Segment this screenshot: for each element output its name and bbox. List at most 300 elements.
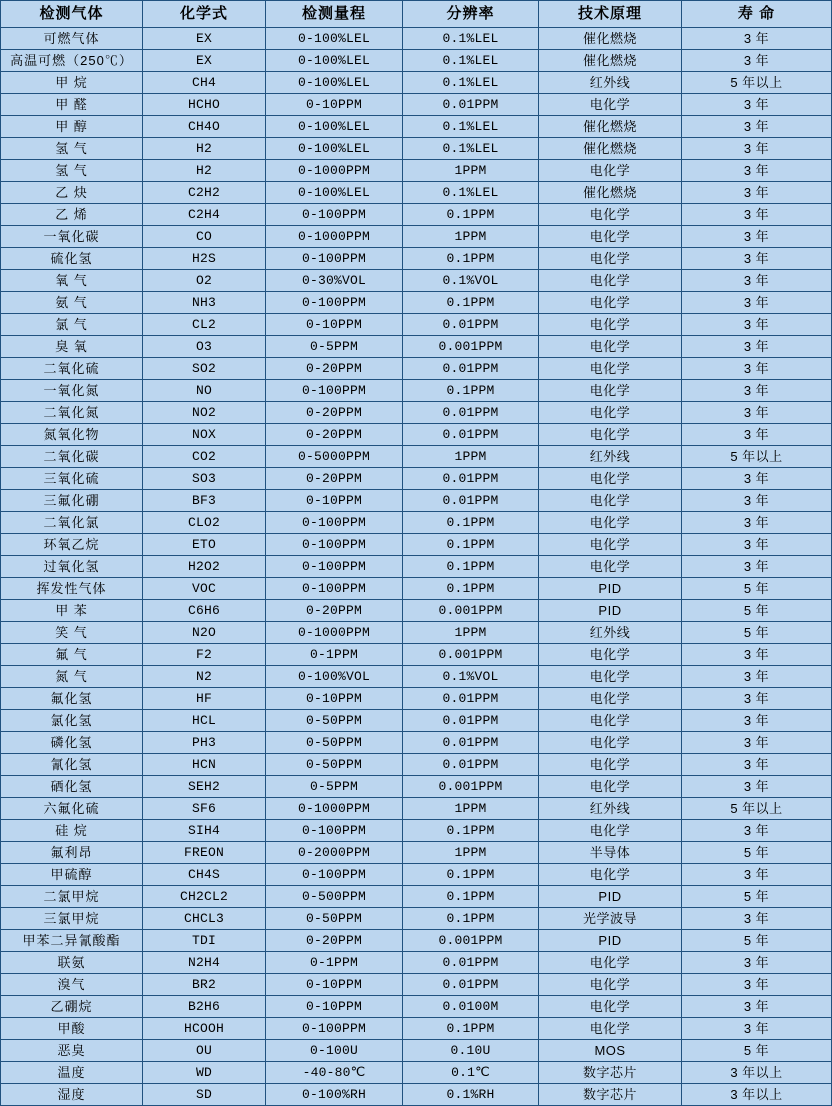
cell-formula: FREON xyxy=(143,842,266,864)
cell-range: 0-20PPM xyxy=(266,424,403,446)
cell-formula: B2H6 xyxy=(143,996,266,1018)
table-row xyxy=(1,512,832,534)
cell-technology: 电化学 xyxy=(539,820,682,842)
table-row xyxy=(1,644,832,666)
cell-formula: O2 xyxy=(143,270,266,292)
cell-lifetime: 5 年以上 xyxy=(682,798,832,820)
cell-lifetime: 3 年 xyxy=(682,402,832,424)
cell-lifetime: 3 年 xyxy=(682,292,832,314)
cell-technology: 电化学 xyxy=(539,292,682,314)
cell-gas: 二氧化碳 xyxy=(1,446,143,468)
cell-technology: 电化学 xyxy=(539,666,682,688)
cell-resolution: 0.1PPM xyxy=(403,908,539,930)
cell-formula: BR2 xyxy=(143,974,266,996)
cell-technology: 催化燃烧 xyxy=(539,182,682,204)
table-header-row xyxy=(1,1,832,28)
cell-range: 0-10PPM xyxy=(266,688,403,710)
cell-formula: CH4 xyxy=(143,72,266,94)
cell-lifetime: 3 年 xyxy=(682,160,832,182)
cell-gas: 二氧化氮 xyxy=(1,402,143,424)
table-row xyxy=(1,292,832,314)
cell-range: 0-1PPM xyxy=(266,952,403,974)
cell-lifetime: 3 年 xyxy=(682,996,832,1018)
cell-gas: 环氧乙烷 xyxy=(1,534,143,556)
cell-range: 0-20PPM xyxy=(266,930,403,952)
cell-lifetime: 3 年 xyxy=(682,270,832,292)
cell-technology: 电化学 xyxy=(539,710,682,732)
table-row xyxy=(1,600,832,622)
cell-lifetime: 5 年 xyxy=(682,886,832,908)
cell-technology: 电化学 xyxy=(539,380,682,402)
cell-range: 0-500PPM xyxy=(266,886,403,908)
cell-formula: C6H6 xyxy=(143,600,266,622)
table-row xyxy=(1,908,832,930)
cell-formula: NO2 xyxy=(143,402,266,424)
cell-formula: CLO2 xyxy=(143,512,266,534)
cell-gas: 笑 气 xyxy=(1,622,143,644)
cell-lifetime: 3 年 xyxy=(682,50,832,72)
cell-range: 0-10PPM xyxy=(266,974,403,996)
cell-lifetime: 3 年 xyxy=(682,138,832,160)
cell-gas: 甲 醛 xyxy=(1,94,143,116)
cell-lifetime: 3 年 xyxy=(682,820,832,842)
cell-lifetime: 3 年 xyxy=(682,754,832,776)
cell-resolution: 0.1%LEL xyxy=(403,28,539,50)
table-row xyxy=(1,270,832,292)
table-row xyxy=(1,50,832,72)
cell-resolution: 1PPM xyxy=(403,446,539,468)
table-row xyxy=(1,380,832,402)
cell-gas: 过氧化氢 xyxy=(1,556,143,578)
cell-gas: 甲 苯 xyxy=(1,600,143,622)
cell-gas: 磷化氢 xyxy=(1,732,143,754)
cell-gas: 氰化氢 xyxy=(1,754,143,776)
column-header-lifetime: 寿 命 xyxy=(682,1,832,28)
cell-formula: SO2 xyxy=(143,358,266,380)
cell-technology: 电化学 xyxy=(539,490,682,512)
table-row xyxy=(1,930,832,952)
cell-lifetime: 3 年 xyxy=(682,424,832,446)
cell-technology: 电化学 xyxy=(539,248,682,270)
cell-resolution: 1PPM xyxy=(403,226,539,248)
cell-range: 0-30%VOL xyxy=(266,270,403,292)
cell-range: 0-100%LEL xyxy=(266,138,403,160)
cell-resolution: 1PPM xyxy=(403,798,539,820)
cell-lifetime: 5 年 xyxy=(682,930,832,952)
cell-gas: 甲酸 xyxy=(1,1018,143,1040)
cell-technology: PID xyxy=(539,886,682,908)
cell-lifetime: 3 年 xyxy=(682,710,832,732)
cell-range: 0-100U xyxy=(266,1040,403,1062)
table-row xyxy=(1,1018,832,1040)
cell-range: 0-100PPM xyxy=(266,864,403,886)
cell-lifetime: 5 年 xyxy=(682,622,832,644)
cell-formula: CHCL3 xyxy=(143,908,266,930)
cell-formula: CO2 xyxy=(143,446,266,468)
cell-range: 0-100PPM xyxy=(266,578,403,600)
cell-gas: 氮氧化物 xyxy=(1,424,143,446)
cell-resolution: 0.01PPM xyxy=(403,424,539,446)
cell-range: 0-100%LEL xyxy=(266,182,403,204)
cell-range: 0-1000PPM xyxy=(266,160,403,182)
cell-technology: PID xyxy=(539,930,682,952)
cell-lifetime: 5 年以上 xyxy=(682,72,832,94)
cell-technology: 电化学 xyxy=(539,270,682,292)
cell-gas: 氟利昂 xyxy=(1,842,143,864)
cell-technology: 光学波导 xyxy=(539,908,682,930)
cell-lifetime: 5 年 xyxy=(682,578,832,600)
table-row xyxy=(1,94,832,116)
cell-gas: 二氧化硫 xyxy=(1,358,143,380)
cell-formula: C2H2 xyxy=(143,182,266,204)
table-row xyxy=(1,622,832,644)
cell-gas: 氮 气 xyxy=(1,666,143,688)
cell-lifetime: 3 年 xyxy=(682,908,832,930)
table-row xyxy=(1,556,832,578)
cell-lifetime: 3 年 xyxy=(682,666,832,688)
table-row xyxy=(1,710,832,732)
cell-lifetime: 5 年 xyxy=(682,600,832,622)
cell-technology: 电化学 xyxy=(539,754,682,776)
cell-lifetime: 3 年 xyxy=(682,182,832,204)
table-row xyxy=(1,314,832,336)
cell-gas: 高温可燃（250℃） xyxy=(1,50,143,72)
cell-resolution: 0.001PPM xyxy=(403,336,539,358)
table-row xyxy=(1,204,832,226)
cell-technology: 电化学 xyxy=(539,688,682,710)
cell-resolution: 1PPM xyxy=(403,842,539,864)
cell-range: 0-50PPM xyxy=(266,754,403,776)
cell-range: 0-20PPM xyxy=(266,600,403,622)
cell-lifetime: 3 年 xyxy=(682,974,832,996)
cell-lifetime: 3 年 xyxy=(682,534,832,556)
column-header-resolution: 分辨率 xyxy=(403,1,539,28)
cell-gas: 乙 烯 xyxy=(1,204,143,226)
cell-range: 0-10PPM xyxy=(266,996,403,1018)
cell-technology: 电化学 xyxy=(539,732,682,754)
column-header-range: 检测量程 xyxy=(266,1,403,28)
cell-technology: 催化燃烧 xyxy=(539,28,682,50)
cell-gas: 乙硼烷 xyxy=(1,996,143,1018)
cell-resolution: 0.0100M xyxy=(403,996,539,1018)
cell-lifetime: 3 年 xyxy=(682,314,832,336)
cell-resolution: 1PPM xyxy=(403,160,539,182)
cell-resolution: 0.01PPM xyxy=(403,754,539,776)
cell-range: 0-2000PPM xyxy=(266,842,403,864)
cell-resolution: 0.01PPM xyxy=(403,732,539,754)
cell-range: 0-20PPM xyxy=(266,358,403,380)
cell-resolution: 0.1PPM xyxy=(403,512,539,534)
cell-gas: 三氟化硼 xyxy=(1,490,143,512)
cell-formula: N2 xyxy=(143,666,266,688)
table-row xyxy=(1,182,832,204)
cell-formula: CH4S xyxy=(143,864,266,886)
cell-technology: 电化学 xyxy=(539,226,682,248)
cell-formula: SD xyxy=(143,1084,266,1106)
cell-gas: 溴气 xyxy=(1,974,143,996)
cell-formula: SO3 xyxy=(143,468,266,490)
cell-range: 0-100%LEL xyxy=(266,116,403,138)
cell-formula: EX xyxy=(143,28,266,50)
cell-range: 0-5000PPM xyxy=(266,446,403,468)
cell-resolution: 0.1PPM xyxy=(403,820,539,842)
cell-resolution: 0.01PPM xyxy=(403,402,539,424)
cell-technology: 电化学 xyxy=(539,974,682,996)
cell-range: 0-5PPM xyxy=(266,336,403,358)
table-row xyxy=(1,952,832,974)
table-row xyxy=(1,72,832,94)
cell-range: 0-1000PPM xyxy=(266,622,403,644)
cell-range: 0-100PPM xyxy=(266,820,403,842)
cell-technology: 电化学 xyxy=(539,314,682,336)
cell-formula: CH2CL2 xyxy=(143,886,266,908)
cell-gas: 恶臭 xyxy=(1,1040,143,1062)
cell-gas: 氯 气 xyxy=(1,314,143,336)
column-header-gas: 检测气体 xyxy=(1,1,143,28)
table-row xyxy=(1,1084,832,1106)
cell-formula: HCL xyxy=(143,710,266,732)
cell-gas: 三氯甲烷 xyxy=(1,908,143,930)
cell-technology: 电化学 xyxy=(539,160,682,182)
cell-technology: 电化学 xyxy=(539,512,682,534)
cell-gas: 氯化氢 xyxy=(1,710,143,732)
table-row xyxy=(1,248,832,270)
cell-gas: 氟 气 xyxy=(1,644,143,666)
cell-lifetime: 3 年 xyxy=(682,512,832,534)
cell-technology: 红外线 xyxy=(539,72,682,94)
cell-gas: 氨 气 xyxy=(1,292,143,314)
cell-technology: 电化学 xyxy=(539,204,682,226)
cell-formula: N2H4 xyxy=(143,952,266,974)
table-row xyxy=(1,534,832,556)
cell-resolution: 0.01PPM xyxy=(403,94,539,116)
cell-technology: 电化学 xyxy=(539,1018,682,1040)
cell-range: 0-100PPM xyxy=(266,556,403,578)
cell-gas: 硫化氢 xyxy=(1,248,143,270)
table-row xyxy=(1,776,832,798)
cell-formula: H2S xyxy=(143,248,266,270)
cell-lifetime: 3 年 xyxy=(682,226,832,248)
cell-formula: WD xyxy=(143,1062,266,1084)
cell-range: 0-100PPM xyxy=(266,1018,403,1040)
table-row xyxy=(1,798,832,820)
cell-formula: H2O2 xyxy=(143,556,266,578)
cell-range: 0-10PPM xyxy=(266,314,403,336)
cell-formula: ETO xyxy=(143,534,266,556)
cell-resolution: 0.01PPM xyxy=(403,490,539,512)
cell-range: 0-10PPM xyxy=(266,94,403,116)
table-header xyxy=(1,1,832,28)
table-row xyxy=(1,424,832,446)
cell-technology: 电化学 xyxy=(539,534,682,556)
cell-resolution: 0.1PPM xyxy=(403,380,539,402)
table-row xyxy=(1,402,832,424)
table-row xyxy=(1,886,832,908)
table-row xyxy=(1,732,832,754)
cell-gas: 乙 炔 xyxy=(1,182,143,204)
cell-gas: 硒化氢 xyxy=(1,776,143,798)
table-row xyxy=(1,864,832,886)
table-row xyxy=(1,226,832,248)
cell-resolution: 0.01PPM xyxy=(403,358,539,380)
cell-formula: CO xyxy=(143,226,266,248)
cell-lifetime: 3 年 xyxy=(682,204,832,226)
cell-gas: 一氧化氮 xyxy=(1,380,143,402)
cell-technology: PID xyxy=(539,600,682,622)
cell-technology: 半导体 xyxy=(539,842,682,864)
cell-resolution: 0.1PPM xyxy=(403,886,539,908)
cell-technology: 电化学 xyxy=(539,468,682,490)
cell-formula: C2H4 xyxy=(143,204,266,226)
table-row xyxy=(1,1040,832,1062)
cell-resolution: 0.1%LEL xyxy=(403,50,539,72)
cell-resolution: 0.001PPM xyxy=(403,600,539,622)
cell-formula: VOC xyxy=(143,578,266,600)
cell-resolution: 0.1%LEL xyxy=(403,138,539,160)
table-row xyxy=(1,974,832,996)
cell-lifetime: 3 年 xyxy=(682,28,832,50)
cell-technology: 红外线 xyxy=(539,446,682,468)
cell-range: 0-100PPM xyxy=(266,292,403,314)
cell-lifetime: 3 年 xyxy=(682,1018,832,1040)
cell-formula: NO xyxy=(143,380,266,402)
cell-resolution: 0.01PPM xyxy=(403,688,539,710)
cell-lifetime: 3 年 xyxy=(682,952,832,974)
cell-resolution: 0.1℃ xyxy=(403,1062,539,1084)
cell-lifetime: 3 年 xyxy=(682,248,832,270)
cell-range: 0-100PPM xyxy=(266,534,403,556)
table-row xyxy=(1,490,832,512)
cell-technology: MOS xyxy=(539,1040,682,1062)
cell-technology: 红外线 xyxy=(539,622,682,644)
cell-resolution: 0.1%LEL xyxy=(403,182,539,204)
cell-formula: TDI xyxy=(143,930,266,952)
cell-range: 0-1PPM xyxy=(266,644,403,666)
cell-technology: 电化学 xyxy=(539,644,682,666)
cell-lifetime: 5 年以上 xyxy=(682,446,832,468)
cell-resolution: 0.1%RH xyxy=(403,1084,539,1106)
cell-gas: 六氟化硫 xyxy=(1,798,143,820)
cell-gas: 可燃气体 xyxy=(1,28,143,50)
cell-lifetime: 3 年 xyxy=(682,644,832,666)
cell-range: 0-20PPM xyxy=(266,402,403,424)
cell-technology: 电化学 xyxy=(539,864,682,886)
cell-gas: 联氨 xyxy=(1,952,143,974)
cell-formula: PH3 xyxy=(143,732,266,754)
cell-lifetime: 3 年 xyxy=(682,358,832,380)
cell-resolution: 0.10U xyxy=(403,1040,539,1062)
cell-range: 0-50PPM xyxy=(266,732,403,754)
cell-formula: CH4O xyxy=(143,116,266,138)
cell-gas: 氢 气 xyxy=(1,160,143,182)
cell-range: 0-100PPM xyxy=(266,380,403,402)
cell-resolution: 0.1PPM xyxy=(403,204,539,226)
cell-resolution: 0.1PPM xyxy=(403,248,539,270)
cell-gas: 挥发性气体 xyxy=(1,578,143,600)
cell-gas: 一氧化碳 xyxy=(1,226,143,248)
table-row xyxy=(1,160,832,182)
cell-resolution: 0.001PPM xyxy=(403,776,539,798)
cell-lifetime: 3 年 xyxy=(682,336,832,358)
cell-range: 0-100PPM xyxy=(266,204,403,226)
cell-resolution: 0.1PPM xyxy=(403,864,539,886)
cell-range: 0-20PPM xyxy=(266,468,403,490)
cell-gas: 硅 烷 xyxy=(1,820,143,842)
cell-gas: 甲 烷 xyxy=(1,72,143,94)
cell-gas: 甲 醇 xyxy=(1,116,143,138)
cell-technology: PID xyxy=(539,578,682,600)
cell-range: 0-10PPM xyxy=(266,490,403,512)
cell-formula: EX xyxy=(143,50,266,72)
cell-range: 0-50PPM xyxy=(266,710,403,732)
cell-range: 0-100%RH xyxy=(266,1084,403,1106)
cell-formula: BF3 xyxy=(143,490,266,512)
cell-range: 0-100%LEL xyxy=(266,72,403,94)
table-row xyxy=(1,116,832,138)
table-row xyxy=(1,996,832,1018)
cell-formula: SEH2 xyxy=(143,776,266,798)
cell-lifetime: 3 年以上 xyxy=(682,1084,832,1106)
cell-formula: O3 xyxy=(143,336,266,358)
cell-lifetime: 3 年以上 xyxy=(682,1062,832,1084)
cell-technology: 电化学 xyxy=(539,358,682,380)
cell-range: 0-5PPM xyxy=(266,776,403,798)
cell-formula: H2 xyxy=(143,138,266,160)
cell-resolution: 0.01PPM xyxy=(403,974,539,996)
column-header-technology: 技术原理 xyxy=(539,1,682,28)
cell-resolution: 0.001PPM xyxy=(403,930,539,952)
cell-technology: 电化学 xyxy=(539,336,682,358)
cell-technology: 电化学 xyxy=(539,776,682,798)
cell-technology: 电化学 xyxy=(539,952,682,974)
cell-lifetime: 3 年 xyxy=(682,688,832,710)
cell-lifetime: 3 年 xyxy=(682,490,832,512)
cell-gas: 三氧化硫 xyxy=(1,468,143,490)
cell-formula: NH3 xyxy=(143,292,266,314)
cell-range: 0-50PPM xyxy=(266,908,403,930)
cell-resolution: 0.001PPM xyxy=(403,644,539,666)
cell-technology: 催化燃烧 xyxy=(539,50,682,72)
table-row xyxy=(1,28,832,50)
cell-lifetime: 3 年 xyxy=(682,732,832,754)
cell-range: -40-80℃ xyxy=(266,1062,403,1084)
cell-technology: 数字芯片 xyxy=(539,1084,682,1106)
cell-lifetime: 3 年 xyxy=(682,380,832,402)
cell-resolution: 0.1%VOL xyxy=(403,270,539,292)
cell-formula: H2 xyxy=(143,160,266,182)
cell-resolution: 0.1%LEL xyxy=(403,116,539,138)
cell-gas: 二氧化氯 xyxy=(1,512,143,534)
table-row xyxy=(1,754,832,776)
cell-technology: 催化燃烧 xyxy=(539,138,682,160)
table-row xyxy=(1,446,832,468)
cell-range: 0-100PPM xyxy=(266,248,403,270)
cell-formula: HCN xyxy=(143,754,266,776)
column-header-formula: 化学式 xyxy=(143,1,266,28)
cell-formula: HCHO xyxy=(143,94,266,116)
cell-gas: 温度 xyxy=(1,1062,143,1084)
cell-lifetime: 3 年 xyxy=(682,556,832,578)
cell-range: 0-1000PPM xyxy=(266,798,403,820)
cell-gas: 氢 气 xyxy=(1,138,143,160)
cell-technology: 电化学 xyxy=(539,424,682,446)
cell-resolution: 0.1PPM xyxy=(403,1018,539,1040)
cell-gas: 臭 氧 xyxy=(1,336,143,358)
table-row xyxy=(1,358,832,380)
cell-gas: 氟化氢 xyxy=(1,688,143,710)
cell-resolution: 0.1PPM xyxy=(403,556,539,578)
table-row xyxy=(1,336,832,358)
